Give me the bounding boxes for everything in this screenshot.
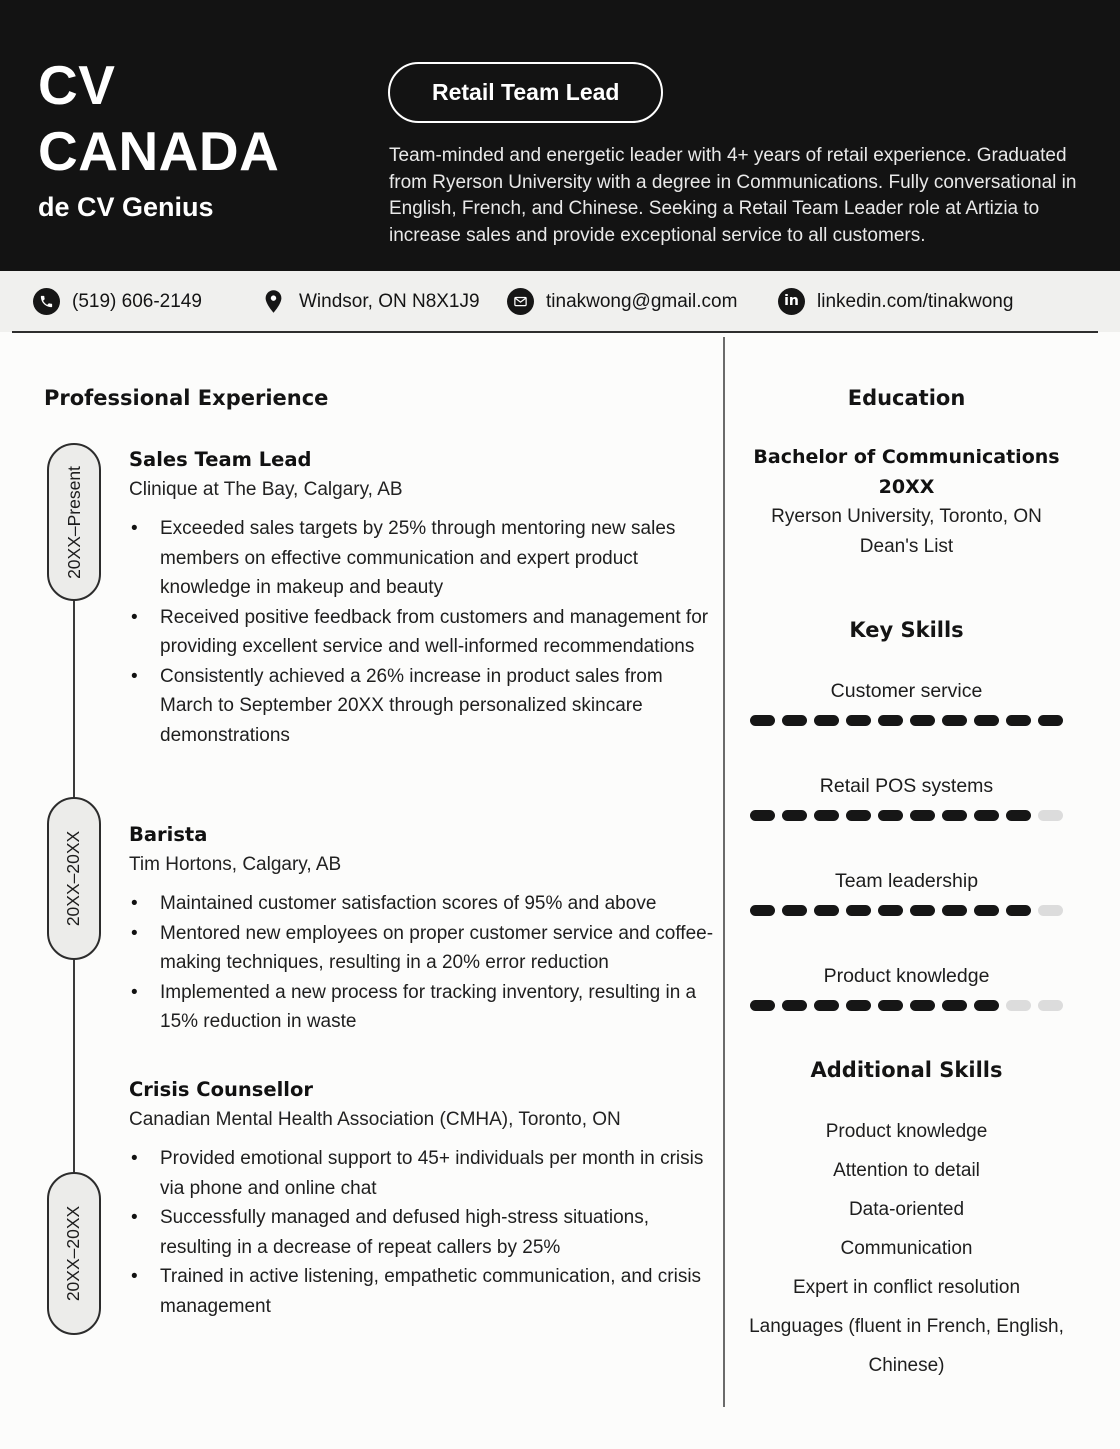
contact-location: [260, 271, 480, 332]
skill-name: Team leadership: [834, 870, 979, 892]
skill-name: Retail POS systems: [819, 775, 994, 797]
key-skills-section: [733, 618, 1080, 1011]
skill-rating-bar: [733, 810, 1080, 821]
skill-item: [733, 775, 1080, 821]
education-degree: Bachelor of Communications: [753, 446, 1060, 468]
skill-item: [733, 680, 1080, 726]
header: [0, 0, 1120, 271]
key-skills-heading: Key Skills: [849, 618, 964, 642]
job-entry: [129, 1078, 714, 1321]
job-company: Canadian Mental Health Association (CMHA), Toronto, ON: [129, 1109, 621, 1130]
additional-skill: Product knowledge: [825, 1121, 988, 1142]
skill-name: Customer service: [830, 680, 983, 702]
job-company: Tim Hortons, Calgary, AB: [129, 854, 342, 875]
additional-skills-list: [733, 1112, 1080, 1385]
education-heading: Education: [847, 386, 966, 410]
job-title: Sales Team Lead: [129, 448, 312, 471]
education-year: 20XX: [878, 476, 935, 498]
education-honors: Dean's List: [859, 536, 954, 557]
additional-skill: Communication: [840, 1238, 973, 1259]
additional-skill: Data-oriented: [848, 1199, 965, 1220]
contact-email[interactable]: [507, 271, 737, 332]
job-bullet: • Successfully managed and defused high-stress situations, resulting in a decrease of repeat callers by 25%: [129, 1203, 714, 1262]
job-bullet-list: [129, 514, 714, 750]
job-title-badge: [388, 62, 663, 123]
brand-logo-subtitle: de CV Genius: [38, 192, 214, 222]
job-bullet: • Exceeded sales targets by 25% through mentoring new sales members on effective communication and expert product knowledge in makeup and beauty: [129, 514, 714, 603]
skill-item: [733, 870, 1080, 916]
date-range-pill: [47, 1172, 101, 1335]
job-bullet: • Trained in active listening, empathetic communication, and crisis management: [129, 1262, 714, 1321]
date-range-pill: [47, 797, 101, 960]
additional-skills-section: [733, 1058, 1080, 1385]
skill-rating-bar: [733, 715, 1080, 726]
job-bullet: • Provided emotional support to 45+ individuals per month in crisis via phone and online chat: [129, 1144, 714, 1203]
contact-bar: [0, 271, 1120, 332]
email-icon: [507, 288, 534, 315]
brand-logo-line1: CV: [38, 54, 116, 116]
date-range-text: 20XX–20XX: [63, 1205, 84, 1302]
contact-linkedin-text: linkedin.com/tinakwong: [817, 290, 1014, 312]
contact-location-text: Windsor, ON N8X1J9: [299, 290, 480, 312]
timeline-connector: [73, 598, 75, 800]
professional-summary: Team-minded and energetic leader with 4+ years of retail experience. Graduated from Ryerson University with a degree in Communications. Fully conversational in English, French, and Chinese. Seeking a Retail Team Leader role at Artizia to increase sales and provide exceptional service to all customers.: [389, 145, 1077, 246]
location-pin-icon: [260, 288, 287, 315]
job-entry: [129, 823, 714, 1037]
additional-skill: Attention to detail: [833, 1160, 980, 1181]
brand-logo: [38, 52, 279, 223]
job-bullet-list: [129, 1144, 714, 1321]
skill-name: Product knowledge: [823, 965, 990, 987]
phone-icon: [33, 288, 60, 315]
linkedin-icon: in: [778, 288, 805, 315]
education-school: Ryerson University, Toronto, ON: [771, 506, 1042, 527]
job-bullet-list: [129, 889, 714, 1037]
job-title: Barista: [129, 823, 208, 846]
experience-heading: Professional Experience: [44, 386, 329, 410]
job-bullet: • Consistently achieved a 26% increase in product sales from March to September 20XX through personalized skincare demonstrations: [129, 662, 714, 751]
date-range-pill: [47, 443, 101, 601]
additional-skills-heading: Additional Skills: [810, 1058, 1003, 1082]
skill-rating-bar: [733, 905, 1080, 916]
job-bullet: • Implemented a new process for tracking inventory, resulting in a 15% reduction in waste: [129, 978, 714, 1037]
date-range-text: 20XX–20XX: [63, 830, 84, 927]
contact-email-text: tinakwong@gmail.com: [546, 290, 738, 312]
skill-item: [733, 965, 1080, 1011]
additional-skill: Languages (fluent in French, English, Chinese): [749, 1316, 1064, 1376]
job-entry: [129, 448, 714, 750]
brand-logo-line2: CANADA: [38, 120, 280, 182]
job-bullet: • Received positive feedback from customers and management for providing excellent service and well-informed recommendations: [129, 603, 714, 662]
education-section: [733, 386, 1080, 562]
date-range-text: 20XX–Present: [63, 465, 84, 579]
timeline-connector: [73, 958, 75, 1174]
contact-phone-text: (519) 606-2149: [72, 290, 202, 312]
job-bullet: • Mentored new employees on proper customer service and coffee-making techniques, resulting in a 20% error reduction: [129, 919, 714, 978]
column-divider: [723, 337, 725, 1407]
contact-phone: [33, 271, 202, 332]
job-bullet: • Maintained customer satisfaction scores of 95% and above: [129, 889, 714, 919]
skill-rating-bar: [733, 1000, 1080, 1011]
additional-skill: Expert in conflict resolution: [792, 1277, 1021, 1298]
job-title-badge-label: Retail Team Lead: [432, 79, 620, 105]
contact-linkedin[interactable]: [778, 271, 1013, 332]
job-title: Crisis Counsellor: [129, 1078, 313, 1101]
job-company: Clinique at The Bay, Calgary, AB: [129, 479, 403, 500]
contact-bar-divider: [12, 331, 1098, 333]
